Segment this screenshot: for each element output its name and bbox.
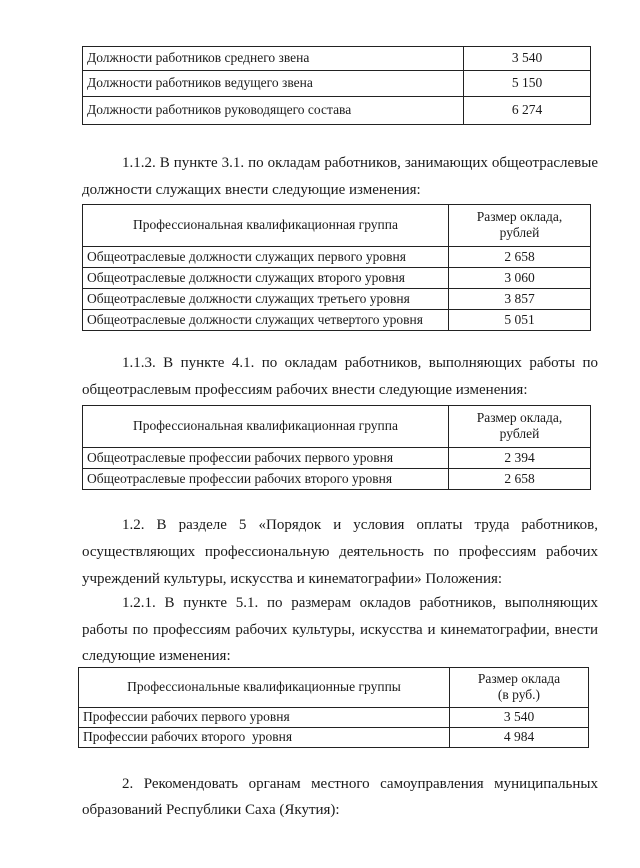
table-header-value-line1: Размер оклада [477, 671, 561, 687]
table-cell-name: Общеотраслевые должности служащих четвертого уровня [83, 310, 449, 331]
table-row [83, 310, 591, 331]
table-cell-value: 2 394 [449, 448, 591, 469]
table-cell-name: Общеотраслевые профессии рабочих второго уровня [83, 469, 449, 490]
table-header-row [83, 406, 591, 448]
table-header-row [79, 668, 589, 708]
paragraph-2-line2: образований Республики Саха (Якутия): [82, 802, 340, 818]
table-row [83, 247, 591, 268]
table-header-value [450, 668, 589, 708]
table-row [79, 708, 589, 728]
paragraph-2-line1: 2. Рекомендовать органам местного самоуправления муниципальных [122, 776, 598, 792]
table-cell-name: Общеотраслевые должности служащих третьего уровня [83, 289, 449, 310]
paragraph-1-2-1-line3: следующие изменения: [82, 648, 231, 664]
table-cell-value: 3 857 [449, 289, 591, 310]
table-cell-value: 3 060 [449, 268, 591, 289]
table-row [83, 97, 591, 125]
table-cell-value: 3 540 [464, 47, 591, 71]
table-row [83, 47, 591, 71]
table-row [83, 71, 591, 97]
paragraph-1-1-2-line2: должности служащих внести следующие изменения: [82, 182, 421, 198]
salary-table-clerical-positions [82, 204, 591, 331]
paragraph-1-2-line1: 1.2. В разделе 5 «Порядок и условия оплаты труда работников, [122, 517, 598, 533]
paragraph-1-2-1-line1: 1.2.1. В пункте 5.1. по размерам окладов работников, выполняющих [122, 595, 598, 611]
table-cell-name: Общеотраслевые должности служащих первого уровня [83, 247, 449, 268]
table-header-value-line2: рублей [499, 225, 540, 240]
table-row [83, 268, 591, 289]
table-cell-name: Общеотраслевые должности служащих второго уровня [83, 268, 449, 289]
table-cell-value: 5 051 [449, 310, 591, 331]
table-cell-value: 3 540 [450, 708, 589, 728]
table-cell-value: 2 658 [449, 469, 591, 490]
table-cell-name: Должности работников среднего звена [83, 47, 464, 71]
table-header-value-line2: рублей [499, 426, 540, 441]
table-header-value-line1: Размер оклада, [476, 410, 563, 426]
table-cell-value: 6 274 [464, 97, 591, 125]
table-cell-name: Общеотраслевые профессии рабочих первого уровня [83, 448, 449, 469]
paragraph-1-1-3-line1: 1.1.3. В пункте 4.1. по окладам работников, выполняющих работы по [122, 355, 598, 371]
table-cell-name: Должности работников ведущего звена [83, 71, 464, 97]
table-header-name: Профессиональная квалификационная группа [83, 205, 449, 247]
salary-table-positions-levels [82, 46, 591, 125]
paragraph-1-2-line3: учреждений культуры, искусства и кинематографии» Положения: [82, 571, 503, 587]
table-header-name: Профессиональные квалификационные группы [79, 668, 450, 708]
table-header-value [449, 406, 591, 448]
table-cell-name: Профессии рабочих второго уровня [79, 728, 450, 748]
table-row [83, 469, 591, 490]
table-row [83, 289, 591, 310]
table-cell-value: 5 150 [464, 71, 591, 97]
salary-table-culture-workers [78, 667, 589, 748]
table-row [83, 448, 591, 469]
table-cell-name: Профессии рабочих первого уровня [79, 708, 450, 728]
table-header-value-line1: Размер оклада, [476, 209, 563, 225]
table-header-row [83, 205, 591, 247]
salary-table-worker-professions [82, 405, 591, 490]
table-row [79, 728, 589, 748]
table-cell-name: Должности работников руководящего состава [83, 97, 464, 125]
paragraph-1-2-line2: осуществляющих профессиональную деятельность по профессиям рабочих [82, 544, 598, 560]
paragraph-1-1-3-line2: общеотраслевым профессиям рабочих внести следующие изменения: [82, 382, 528, 398]
table-cell-value: 4 984 [450, 728, 589, 748]
paragraph-1-1-2-line1: 1.1.2. В пункте 3.1. по окладам работников, занимающих общеотраслевые [122, 155, 598, 171]
table-header-value [449, 205, 591, 247]
table-header-name: Профессиональная квалификационная группа [83, 406, 449, 448]
table-header-value-line2: (в руб.) [497, 687, 541, 702]
paragraph-1-2-1-line2: работы по профессиям рабочих культуры, искусства и кинематографии, внести [82, 622, 598, 638]
table-cell-value: 2 658 [449, 247, 591, 268]
